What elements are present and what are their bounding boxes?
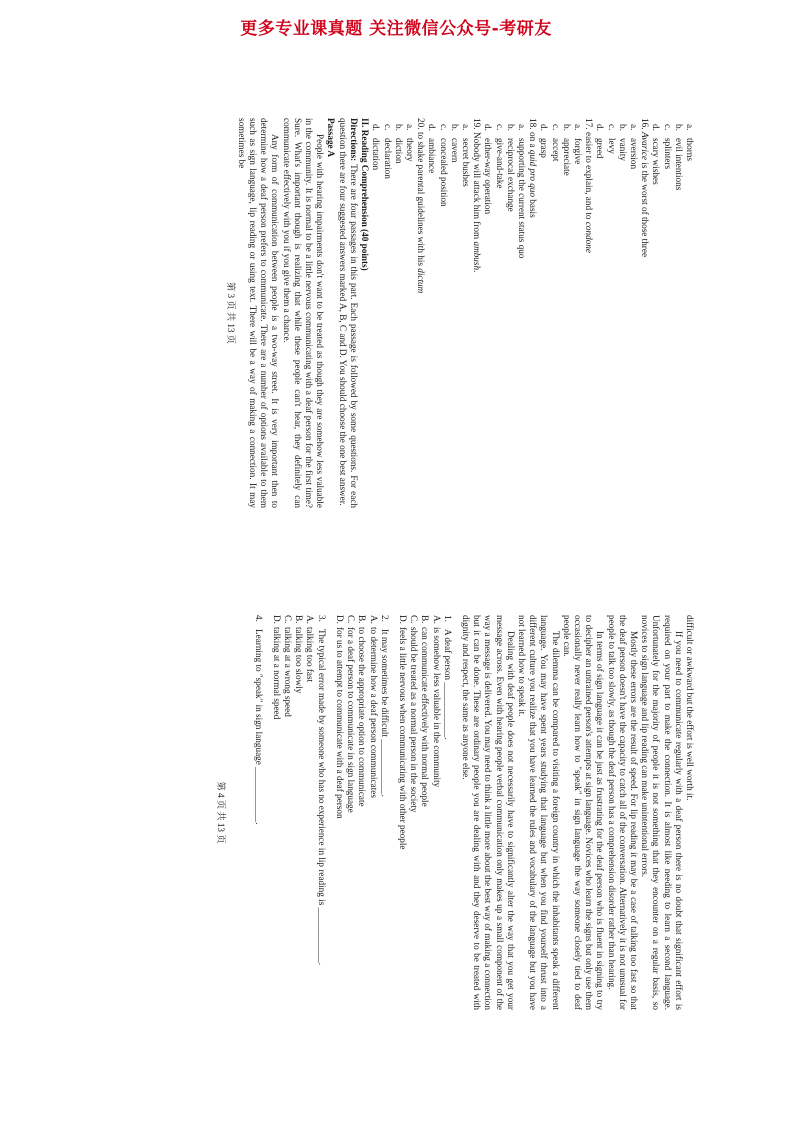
directions: Directions: There are four passages in this part. Each passage is followed by some questions. For each question there are four suggested answers marked A, B, C and D. You should choose the one best answer. [337, 118, 359, 508]
option: a.secret bushes [460, 124, 471, 187]
option: d.ambiance [427, 124, 438, 174]
paragraph: Dealing with deaf people does not necessarily have to significantly alter the way that you get your message across. Even with hearing people verbal communication only makes up a small component of the way a message is delivered. You may need to think a little more about the best way of making a connection but it can be done. These are ordinary people you are dealing with and they deserve to be treated with dignity and respect, the same as anyone else. [460, 615, 516, 1010]
exam-page-3 [130, 118, 695, 508]
option: B.to choose the appropriate option to communicate [357, 615, 368, 807]
option: c.give-and-take [494, 124, 505, 189]
option: c.declaration [382, 124, 393, 179]
option: b.appreciate [561, 124, 572, 176]
question-2: 2.It may sometimes be difficult ____________. [379, 615, 390, 797]
question-1: 1.A deaf person ____________. [442, 615, 453, 740]
option: a.forgive [572, 124, 583, 165]
page-number: 第 3 页 共 13 页 [225, 281, 236, 344]
header-banner: 更多专业课真题 关注微信公众号-考研友 [240, 19, 552, 39]
exam-page-4 [130, 615, 695, 1010]
option: a.supporting the current status quo [516, 124, 527, 259]
question-18: 18.on a quid pro quo basis [528, 118, 539, 218]
option: a.theory [404, 124, 415, 162]
option: c.accept [550, 124, 561, 162]
question-20: 20.to shake parental guidelines with his dictum [416, 118, 427, 294]
paragraph: In terms of sign language it can be just as frustrating for the deaf person who is fluent in signing to try to decipher an untrained person's attempts at sign language. Novices who learn the signs but only use them occasionally never really learn how to "speak" in sign language the way someone closely tied to deaf people can. [561, 615, 606, 1010]
option: D.for us to attempt to communicate with a deaf person [334, 615, 345, 819]
option: b.diction [393, 124, 404, 164]
option: d.either-way operation [483, 124, 494, 215]
option: c.splinters [662, 124, 673, 170]
option: C.talking at a wrong speed [283, 615, 294, 717]
option: b.evil intentions [673, 124, 684, 191]
option: C.should be treated as a normal person in the society [409, 615, 420, 813]
option: d.dictation [371, 124, 382, 171]
paragraph: The dilemma can be compared to visiting a foreign country in which the inhabitants speak a different language. You may have spent years studying that language but when you find yourself thrust into a different culture you realize that you have learned the rules and vocabulary of the language but you have not learned how to speak it. [516, 615, 561, 1010]
question-3: 3.The typical error made by someone who has no experience in lip reading is ____________. [316, 615, 327, 966]
section-title: II. Reading Comprehension (40 points) [360, 118, 371, 271]
option: b.reciprocal exchange [505, 124, 516, 212]
question-17: 17.easier to explain, and to condone [584, 118, 595, 253]
option: C.for a deaf person to communicate in sign language [346, 615, 357, 813]
paragraph: Mostly these errors are the result of speed. For lip reading it may be a case of talking too fast so that the deaf person doesn't have the capacity to catch all of the conversation. Alternatively it is not unusual for people to talk too slowly, as though the deaf person has a comprehension disorder rather than hearing. [606, 615, 639, 1010]
option: A.talking too fast [305, 615, 316, 683]
passage-title: Passage A [326, 118, 337, 158]
question-16: 16.Avarice is the worst of those three [640, 118, 651, 258]
option: d.scary wishes [651, 124, 662, 185]
option: D.feels a little nervous when communicating with other people [397, 615, 408, 850]
option: b.vanity [617, 124, 628, 161]
option: a.thorns [685, 124, 695, 161]
option: d.greed [595, 124, 606, 159]
option: c.levy [606, 124, 617, 154]
paragraph: If you need to communicate regularly with a deaf person there is no doubt that significant effort is required on your part to make the connection. It is almost like needing to learn a second language. Unfortunately for the majority of people it is not something that they encounter on a regular basis, so novices to sign language and lip reading can make unintentional errors. [640, 615, 684, 1010]
paragraph: Any form of communication between people is a two-way street. It is very important then to determine how a deaf person prefers to communicate. There are a number of options available to them such as sign language, lip reading or using text. There will be a way of making a connection. It may sometimes be [236, 118, 281, 508]
question-4: 4.Learning to "speak" in sign language ____________. [253, 615, 264, 825]
option: c.concealed position [438, 124, 449, 207]
page-number: 第 4 页 共 13 页 [216, 781, 227, 844]
option: a.aversion [628, 124, 639, 170]
option: B.talking too slowly [294, 615, 305, 694]
option: A.is somehow less valuable in the community [431, 615, 442, 788]
option: b.cavern [449, 124, 460, 163]
paragraph: difficult or awkward but the effort is well worth it. [685, 615, 695, 801]
option: B.can communicate effectively with normal people [420, 615, 431, 807]
option: d.grasp [539, 124, 550, 158]
paragraph: People with hearing impairments don't want to be treated as though they are somehow less valuable in the community. It is normal to be a little nervous communicating with a deaf person for the first time? Sure. What's important though is realizing that while these people can't hear, they definitely can communicate effectively with you if you give them a chance. [281, 118, 326, 508]
option: D.talking at a normal speed [271, 615, 282, 720]
q15-options [650, 118, 695, 508]
option: A.to determine how a deaf person communicates [368, 615, 379, 798]
question-19: 19.Nobody will attack him from ambush. [472, 118, 483, 273]
